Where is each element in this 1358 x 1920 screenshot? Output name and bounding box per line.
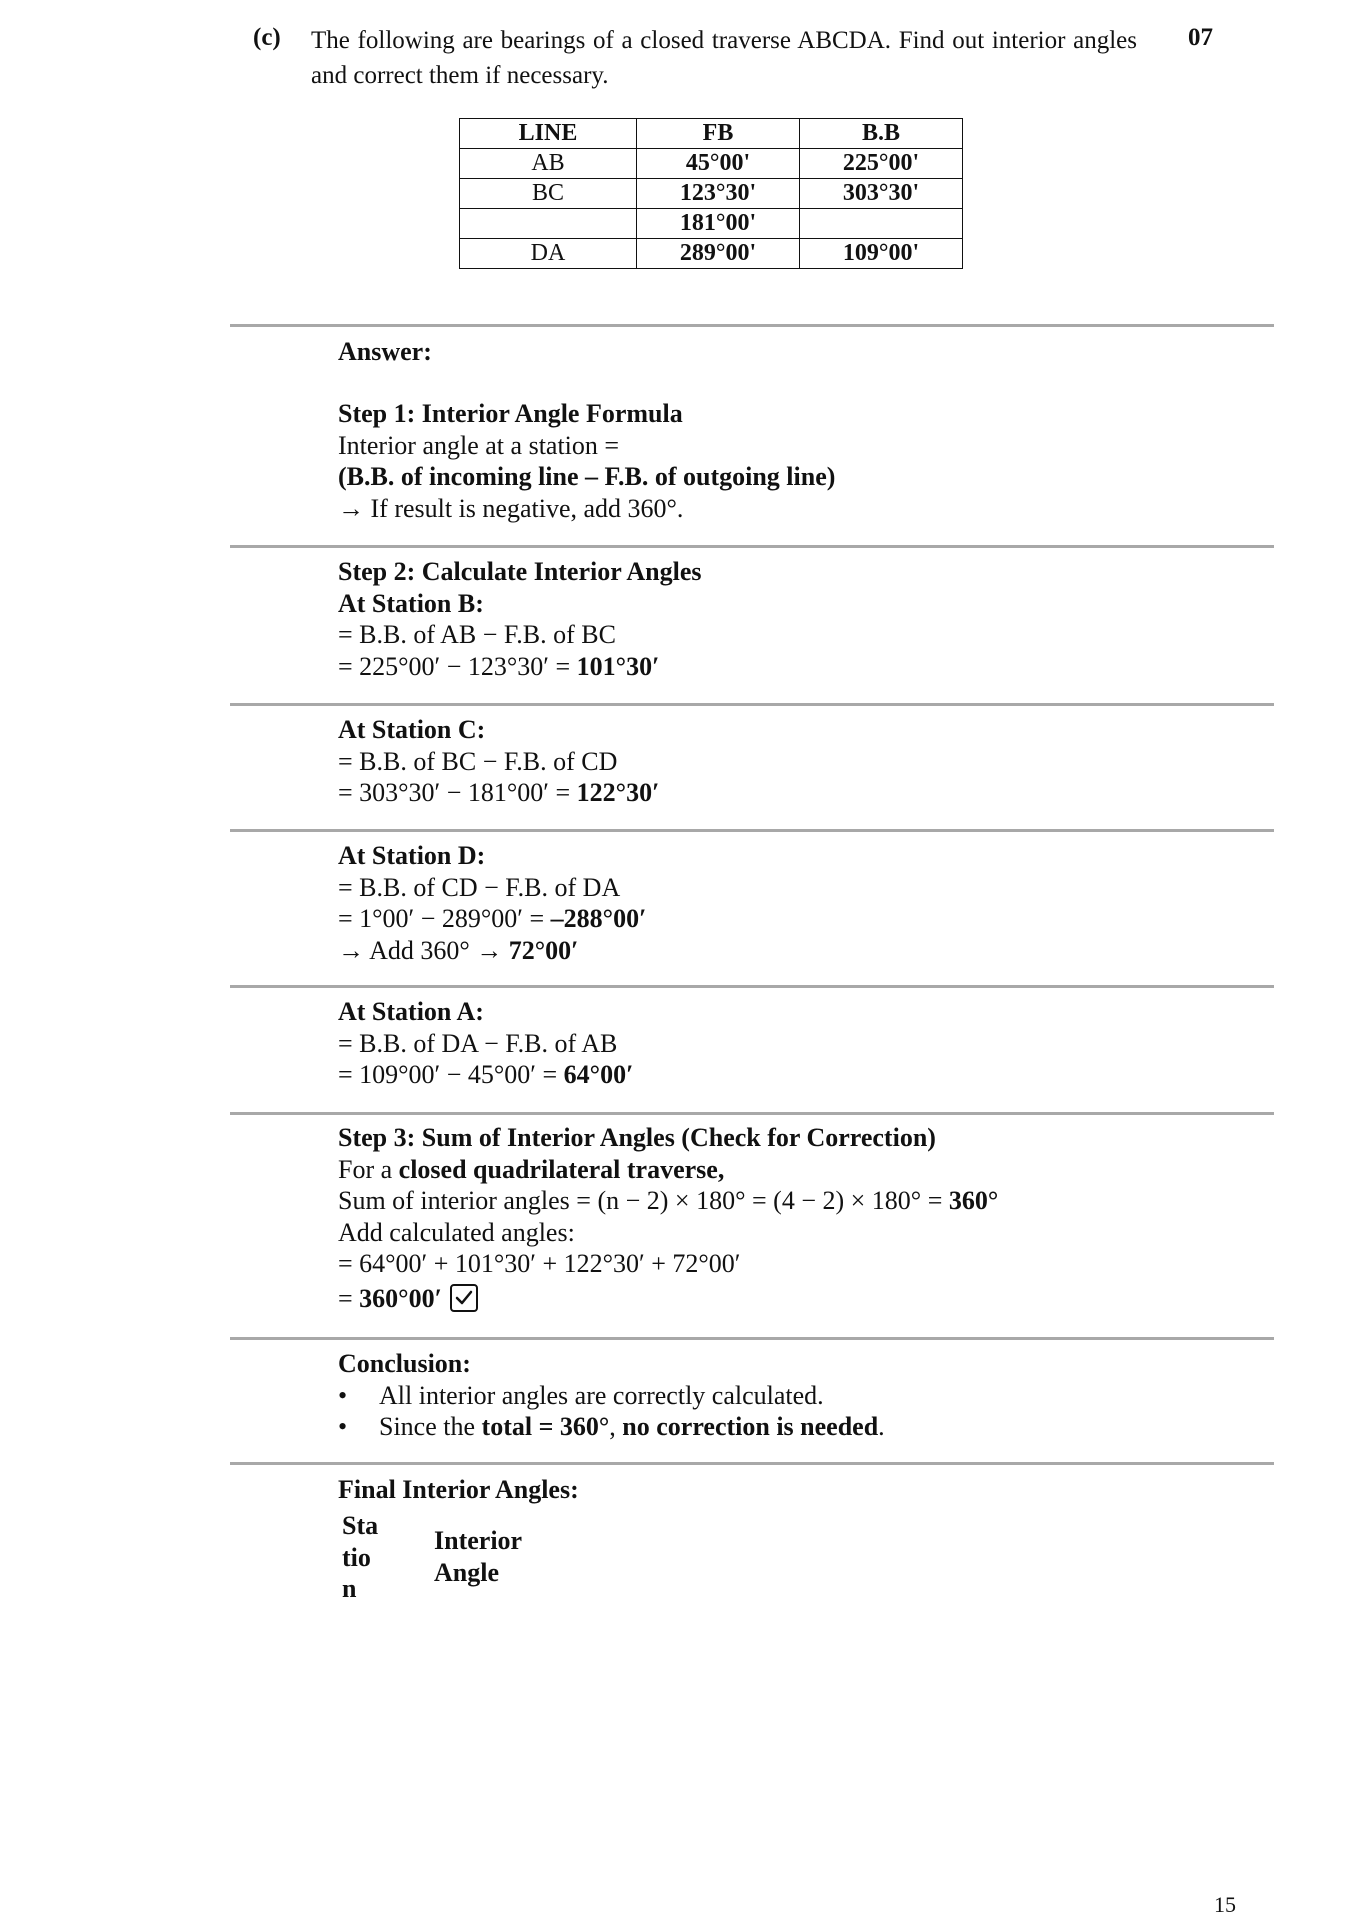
- station-a-title: At Station A:: [338, 997, 484, 1026]
- divider: [230, 545, 1274, 548]
- cell-bb: 225°00': [800, 149, 963, 179]
- station-b-line: = B.B. of AB − F.B. of BC: [338, 620, 616, 649]
- step3-line1: [338, 1154, 998, 1186]
- answer-label: Answer:: [338, 337, 432, 366]
- step1-note: → If result is negative, add 360°.: [338, 493, 684, 523]
- table-row: [460, 209, 963, 239]
- step3-line2: [338, 1185, 998, 1217]
- list-item: • All interior angles are correctly calculated.: [338, 1380, 885, 1412]
- station-c-calc: [338, 777, 659, 809]
- station-a-expression: = 109°00′ − 45°00′ =: [338, 1060, 564, 1089]
- station-c-expression: = 303°30′ − 181°00′ =: [338, 778, 577, 807]
- step3-line1-text: For a: [338, 1154, 399, 1184]
- station-b-title: At Station B:: [338, 588, 484, 618]
- step3-line1-bold: closed quadrilateral traverse,: [398, 1154, 725, 1184]
- divider: [230, 1337, 1274, 1340]
- cell-fb: 123°30': [637, 179, 800, 209]
- station-header-part: Sta: [342, 1511, 379, 1540]
- station-c-line: = B.B. of BC − F.B. of CD: [338, 746, 618, 776]
- station-a-calc: [338, 1059, 633, 1091]
- angle-header-part: Interior: [434, 1526, 523, 1555]
- step3-line5-text: =: [338, 1283, 360, 1313]
- table-row: [460, 149, 963, 179]
- station-header-part: tio: [342, 1542, 371, 1572]
- station-c-block: [338, 714, 659, 809]
- step3-line2-bold: 360°: [948, 1186, 999, 1215]
- station-c-result: 122°30′: [576, 778, 660, 807]
- station-d-expression: = 1°00′ − 289°00′ =: [338, 904, 551, 933]
- conclusion-block: [338, 1348, 885, 1443]
- table-header-row: [460, 119, 963, 149]
- station-d-calc: [338, 903, 646, 935]
- table-row: [460, 179, 963, 209]
- checkbox-checked-icon: [450, 1284, 478, 1312]
- step3-line5: [338, 1283, 998, 1315]
- final-table-header-station: [342, 1510, 378, 1605]
- conclusion-list: [338, 1380, 885, 1443]
- station-d-title: At Station D:: [338, 841, 486, 870]
- header-bb: B.B: [800, 119, 963, 149]
- step1-formula: (B.B. of incoming line – F.B. of outgoing line): [338, 462, 836, 491]
- cell-line: BC: [460, 179, 637, 209]
- question-label: (c): [253, 24, 281, 51]
- cell-bb: 303°30': [800, 179, 963, 209]
- step1-block: [338, 398, 835, 524]
- step3-total: 360°00′: [359, 1283, 442, 1313]
- step2-block: [338, 556, 702, 682]
- step3-line3: Add calculated angles:: [338, 1217, 575, 1247]
- station-a-result: 64°00′: [563, 1060, 634, 1089]
- cell-fb: 45°00': [637, 149, 800, 179]
- step1-line: Interior angle at a station =: [338, 430, 620, 460]
- station-d-add: → Add 360° →: [338, 935, 509, 965]
- page-number: 15: [1214, 1892, 1236, 1917]
- divider: [230, 1112, 1274, 1115]
- station-header-part: n: [342, 1574, 357, 1603]
- station-a-block: [338, 996, 633, 1091]
- header-line: LINE: [460, 119, 637, 149]
- final-table-header-angle: [434, 1525, 522, 1588]
- step3-line4: = 64°00′ + 101°30′ + 122°30′ + 72°00′: [338, 1249, 741, 1278]
- cell-fb: 181°00': [637, 209, 800, 239]
- step3-block: [338, 1122, 998, 1314]
- conclusion-no-correction: no correction is needed: [622, 1412, 879, 1441]
- station-b-result: 101°30′: [576, 651, 660, 681]
- question-marks: 07: [1188, 24, 1213, 51]
- table-row: [460, 239, 963, 269]
- station-a-line: = B.B. of DA − F.B. of AB: [338, 1028, 618, 1058]
- cell-fb: 289°00': [637, 239, 800, 269]
- station-d-block: [338, 840, 646, 966]
- conclusion-sep: ,: [609, 1412, 623, 1441]
- cell-line: AB: [460, 149, 637, 179]
- bearing-table: [459, 118, 963, 269]
- station-c-title: At Station C:: [338, 715, 486, 744]
- divider: [230, 703, 1274, 706]
- step1-title: Step 1: Interior Angle Formula: [338, 399, 683, 428]
- station-d-line: = B.B. of CD − F.B. of DA: [338, 872, 621, 902]
- cell-line: [460, 209, 637, 239]
- station-d-adjust: [338, 935, 646, 967]
- divider: [230, 324, 1274, 327]
- list-item: [338, 1411, 885, 1443]
- step3-title: Step 3: Sum of Interior Angles (Check for Correction): [338, 1123, 936, 1152]
- final-title: Final Interior Angles:: [338, 1475, 579, 1504]
- station-d-result: –288°00′: [550, 904, 647, 933]
- cell-bb: 109°00': [800, 239, 963, 269]
- question-text: The following are bearings of a closed traverse ABCDA. Find out interior angles and correct them if necessary.: [311, 27, 1137, 89]
- step2-title: Step 2: Calculate Interior Angles: [338, 557, 702, 586]
- cell-bb: [800, 209, 963, 239]
- conclusion-text: Since the: [379, 1412, 482, 1441]
- station-b-calc: [338, 651, 702, 683]
- cell-line: DA: [460, 239, 637, 269]
- divider: [230, 1462, 1274, 1465]
- step3-line2-text: Sum of interior angles = (n − 2) × 180° = (4 − 2) × 180° =: [338, 1186, 949, 1215]
- header-fb: FB: [637, 119, 800, 149]
- conclusion-title: Conclusion:: [338, 1349, 471, 1378]
- station-d-final: 72°00′: [508, 935, 579, 965]
- divider: [230, 985, 1274, 988]
- divider: [230, 829, 1274, 832]
- station-b-expression: = 225°00′ − 123°30′ =: [338, 651, 577, 681]
- conclusion-period: .: [878, 1412, 885, 1441]
- angle-header-part: Angle: [434, 1557, 499, 1587]
- conclusion-total: total = 360°: [481, 1412, 610, 1441]
